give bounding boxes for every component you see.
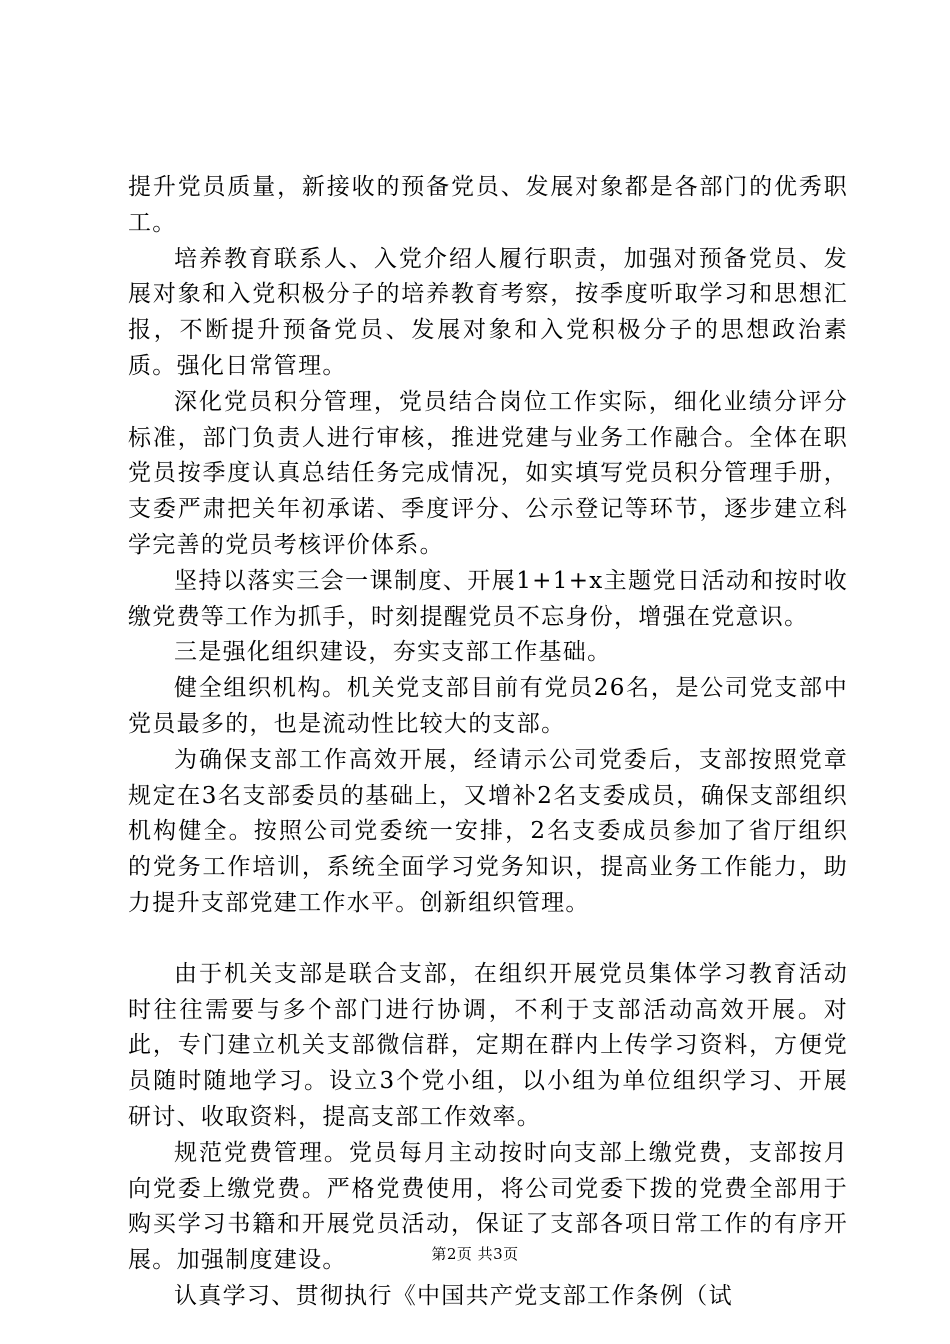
paragraph: 认真学习、贯彻执行《中国共产党支部工作条例（试	[174, 1282, 733, 1309]
document-body	[128, 170, 848, 1315]
paragraph: 提升党员质量，新接收的预备党员、发展对象都是各部门的优秀职工。	[128, 174, 848, 236]
section-heading: 三是强化组织建设，夯实支部工作基础。	[174, 639, 612, 666]
paragraph: 为确保支部工作高效开展，经请示公司党委后，支部按照党章规定在3名支部委员的基础上，又增补2名支委成员，确保支部组织机构健全。按照公司党委统一安排，2名支委成员参加了省厅组织的党务工作培训，系统全面学习党务知识，提高业务工作能力，助力提升支部党建工作水平。创新组织管理。	[128, 746, 848, 916]
page-footer	[0, 1243, 950, 1264]
page-number-indicator: 第2页 共3页	[431, 1245, 519, 1263]
paragraph: 由于机关支部是联合支部，在组织开展党员集体学习教育活动时往往需要与多个部门进行协调，不利于支部活动高效开展。对此，专门建立机关支部微信群，定期在群内上传学习资料，方便党员随时随地学习。设立3个党小组，以小组为单位组织学习、开展研讨、收取资料，提高支部工作效率。	[128, 960, 848, 1130]
paragraph: 规范党费管理。党员每月主动按时向支部上缴党费，支部按月向党委上缴党费。严格党费使用，将公司党委下拨的党费全部用于购买学习书籍和开展党员活动，保证了支部各项日常工作的有序开展。加强制度建设。	[128, 1139, 848, 1274]
paragraph: 深化党员积分管理，党员结合岗位工作实际，细化业绩分评分标准，部门负责人进行审核，推进党建与业务工作融合。全体在职党员按季度认真总结任务完成情况，如实填写党员积分管理手册，支委严肃把关年初承诺、季度评分、公示登记等环节，逐步建立科学完善的党员考核评价体系。	[128, 388, 848, 558]
paragraph: 培养教育联系人、入党介绍人履行职责，加强对预备党员、发展对象和入党积极分子的培养教育考察，按季度听取学习和思想汇报，不断提升预备党员、发展对象和入党积极分子的思想政治素质。强化日常管理。	[128, 245, 848, 379]
paragraph: 坚持以落实三会一课制度、开展1+1+x主题党日活动和按时收缴党费等工作为抓手，时刻提醒党员不忘身份，增强在党意识。	[128, 567, 848, 630]
paragraph: 健全组织机构。机关党支部目前有党员26名，是公司党支部中党员最多的，也是流动性比较大的支部。	[128, 675, 848, 737]
